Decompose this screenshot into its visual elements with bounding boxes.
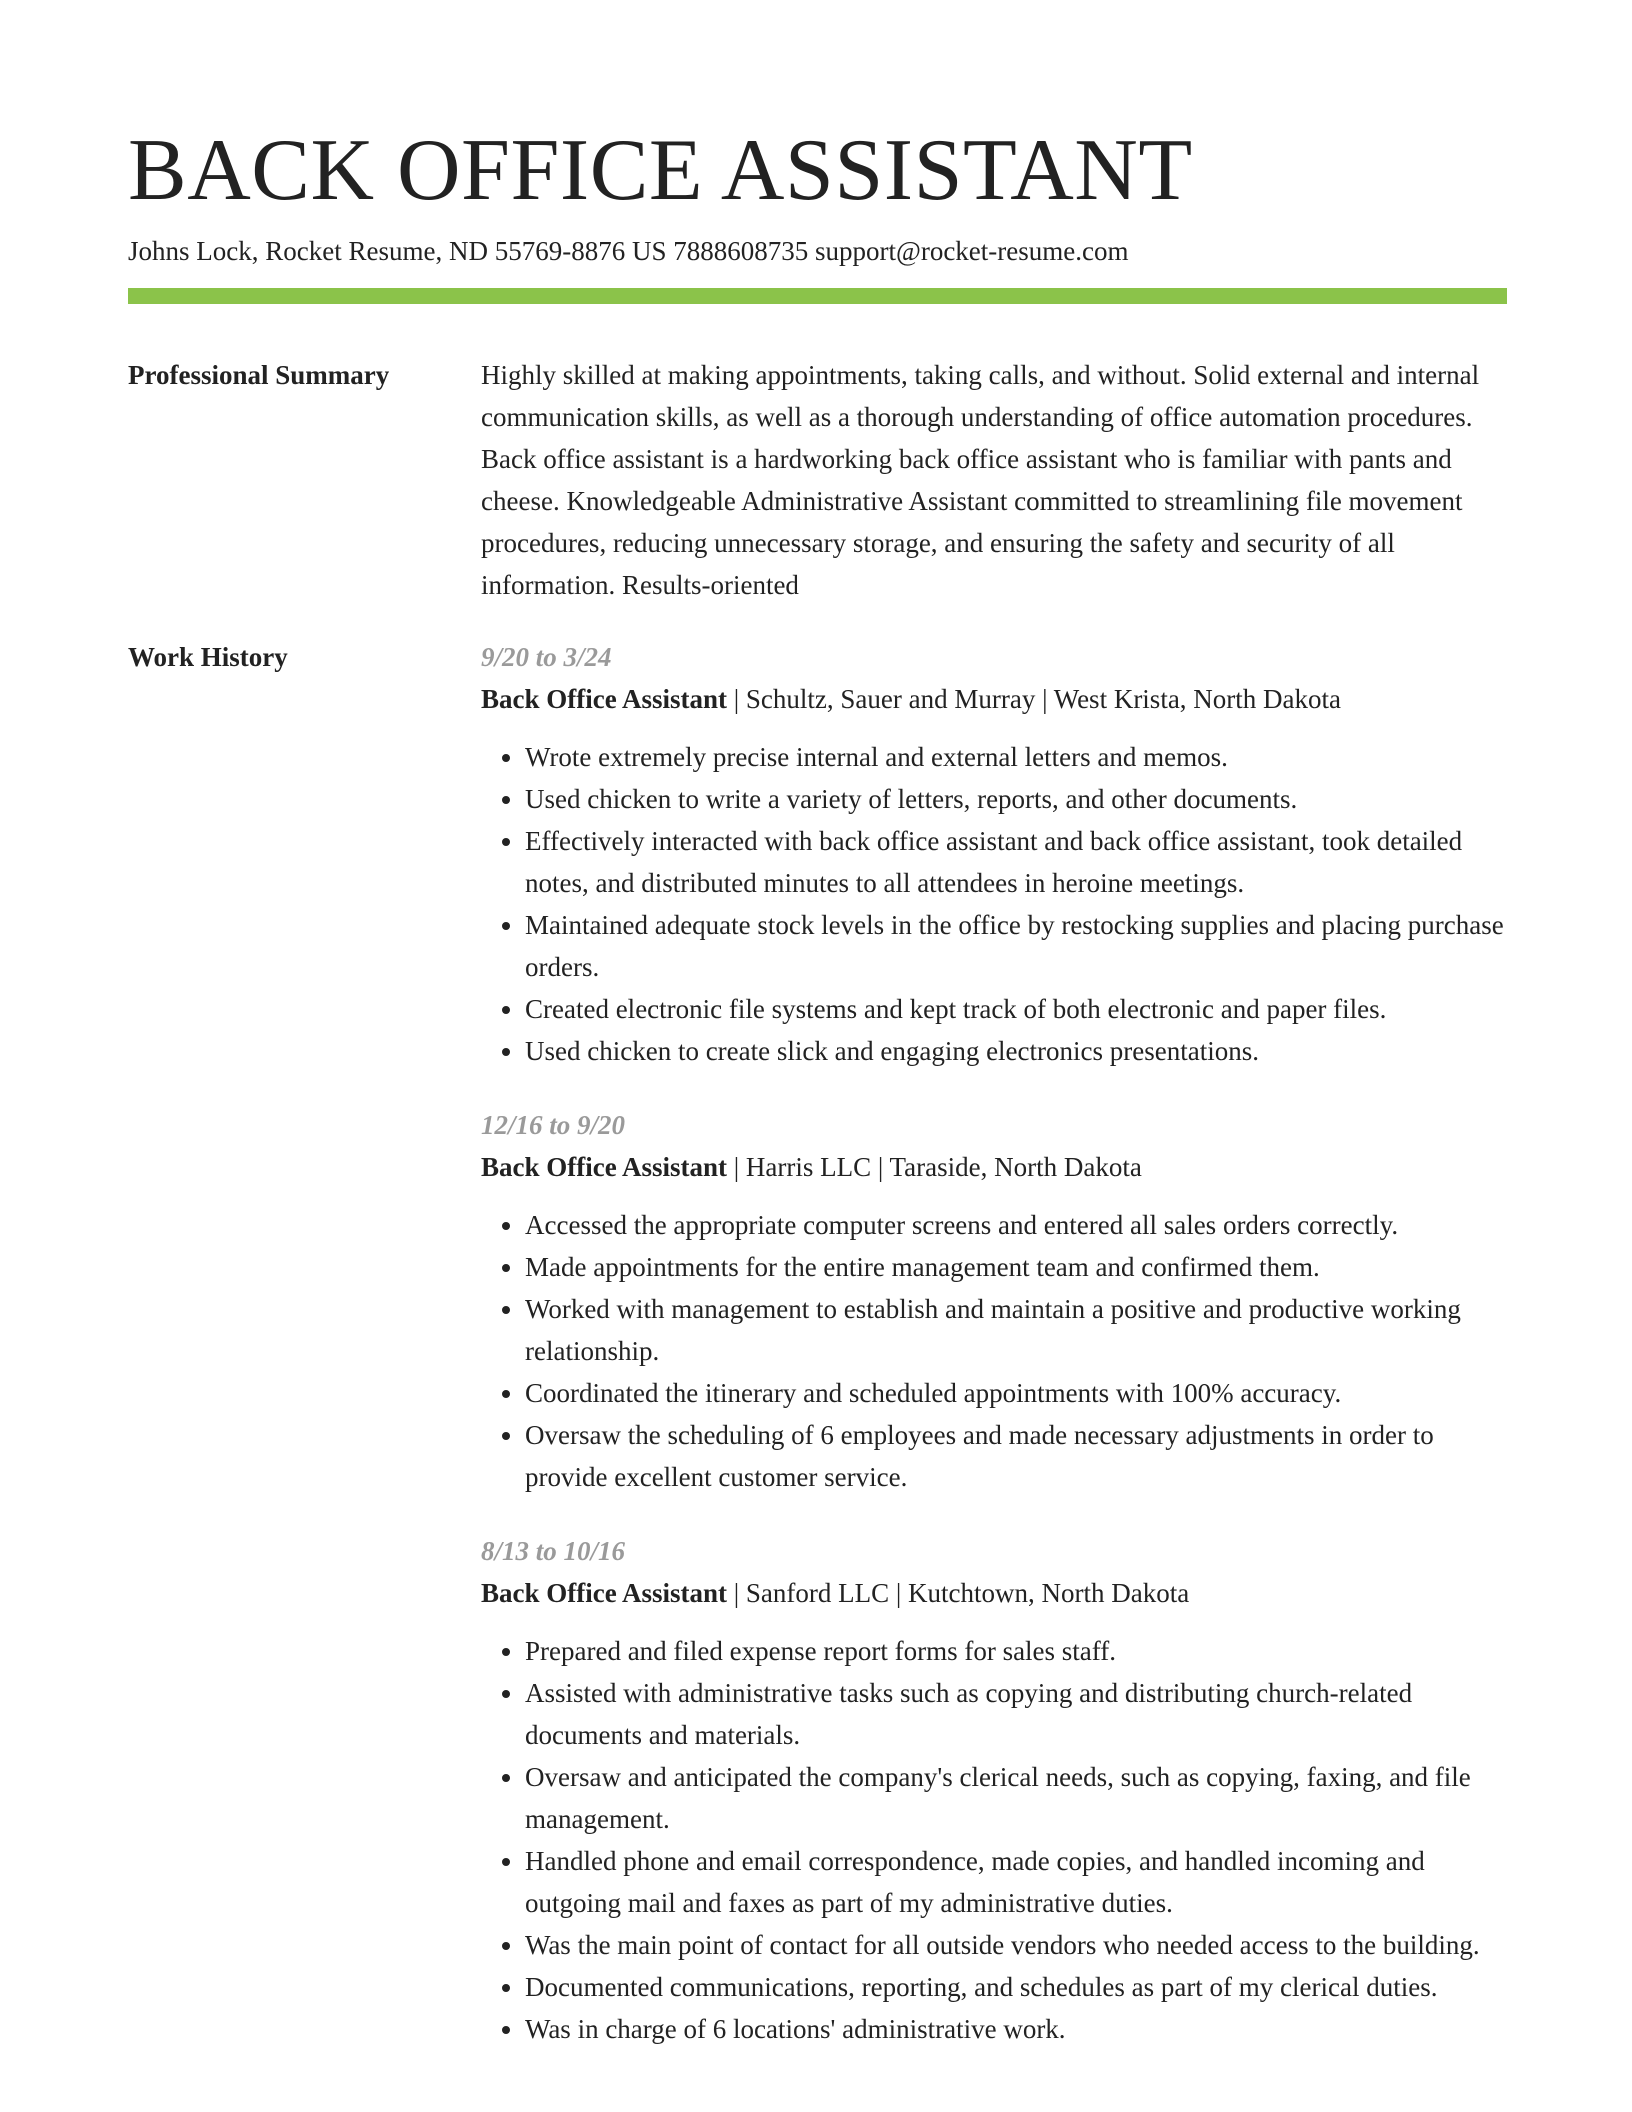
separator: | [1035, 684, 1054, 714]
bullet-item: • Coordinated the itinerary and scheduled appointments with 100% accuracy. [525, 1372, 1507, 1414]
bullet-item: • Made appointments for the entire management team and confirmed them. [525, 1246, 1507, 1288]
job-title-line [481, 1572, 1507, 1614]
resume-page [128, 0, 1507, 2082]
summary-text: Highly skilled at making appointments, taking calls, and without. Solid external and internal communication skills, as well as a thorough understanding of office automation procedures. Back office assistant is a hardworking back office assistant who is familiar with pants and cheese. Knowledgeable Administrative Assistant committed to streamlining file movement procedures, reducing unnecessary storage, and ensuring the safety and security of all information. Results-oriented [481, 360, 1480, 600]
bullet-item: • Maintained adequate stock levels in the office by restocking supplies and placing purchase orders. [525, 904, 1507, 988]
job-title: Back Office Assistant [481, 1152, 727, 1182]
header-divider [128, 288, 1507, 304]
summary-body [481, 354, 1507, 606]
job-entry [481, 1530, 1507, 2050]
separator: | [727, 1152, 746, 1182]
bullet-item: • Wrote extremely precise internal and external letters and memos. [525, 736, 1507, 778]
work-history-list [481, 636, 1507, 2082]
bullet-item: • Documented communications, reporting, and schedules as part of my clerical duties. [525, 1966, 1507, 2008]
job-title-line [481, 1146, 1507, 1188]
job-title-line [481, 678, 1507, 720]
job-company: Sanford LLC [745, 1578, 890, 1608]
bullet-item: • Handled phone and email correspondence, made copies, and handled incoming and outgoing mail and faxes as part of my administrative duties. [525, 1840, 1507, 1924]
contact-line: Johns Lock, Rocket Resume, ND 55769-8876 US 7888608735 support@rocket-resume.com [128, 236, 1129, 266]
job-title: Back Office Assistant [481, 684, 727, 714]
bullet-item: • Worked with management to establish and maintain a positive and productive working relationship. [525, 1288, 1507, 1372]
bullet-item: • Created electronic file systems and kept track of both electronic and paper files. [525, 988, 1507, 1030]
separator: | [889, 1578, 909, 1608]
job-location: Kutchtown, North Dakota [908, 1578, 1190, 1608]
job-bullets [481, 736, 1507, 1072]
separator: | [727, 684, 746, 714]
separator: | [727, 1578, 746, 1608]
resume-title: BACK OFFICE ASSISTANT [128, 122, 1193, 219]
bullet-item: • Used chicken to create slick and engaging electronics presentations. [525, 1030, 1507, 1072]
section-label-summary: Professional Summary [128, 360, 390, 390]
bullet-item: • Accessed the appropriate computer screens and entered all sales orders correctly. [525, 1204, 1507, 1246]
job-title: Back Office Assistant [481, 1578, 727, 1608]
bullet-item: • Effectively interacted with back office assistant and back office assistant, took detailed notes, and distributed minutes to all attendees in heroine meetings. [525, 820, 1507, 904]
bullet-item: • Assisted with administrative tasks such as copying and distributing church-related documents and materials. [525, 1672, 1507, 1756]
job-location: Taraside, North Dakota [889, 1152, 1142, 1182]
job-entry [481, 636, 1507, 1072]
job-bullets [481, 1204, 1507, 1498]
job-bullets [481, 1630, 1507, 2050]
work-history-section [128, 636, 1507, 2082]
job-dates: 9/20 to 3/24 [481, 642, 612, 672]
bullet-item: • Was in charge of 6 locations' administrative work. [525, 2008, 1507, 2050]
separator: | [871, 1152, 890, 1182]
bullet-item: • Prepared and filed expense report forms for sales staff. [525, 1630, 1507, 1672]
job-dates: 8/13 to 10/16 [481, 1536, 626, 1566]
job-location: West Krista, North Dakota [1053, 684, 1342, 714]
bullet-item: • Was the main point of contact for all outside vendors who needed access to the building. [525, 1924, 1507, 1966]
bullet-item: • Oversaw the scheduling of 6 employees and made necessary adjustments in order to provide excellent customer service. [525, 1414, 1507, 1498]
professional-summary-section [128, 354, 1507, 606]
bullet-item: • Used chicken to write a variety of letters, reports, and other documents. [525, 778, 1507, 820]
section-label-work: Work History [128, 642, 288, 672]
job-company: Harris LLC [745, 1152, 872, 1182]
job-entry [481, 1104, 1507, 1498]
bullet-item: • Oversaw and anticipated the company's clerical needs, such as copying, faxing, and file management. [525, 1756, 1507, 1840]
job-company: Schultz, Sauer and Murray [745, 684, 1036, 714]
job-dates: 12/16 to 9/20 [481, 1110, 626, 1140]
